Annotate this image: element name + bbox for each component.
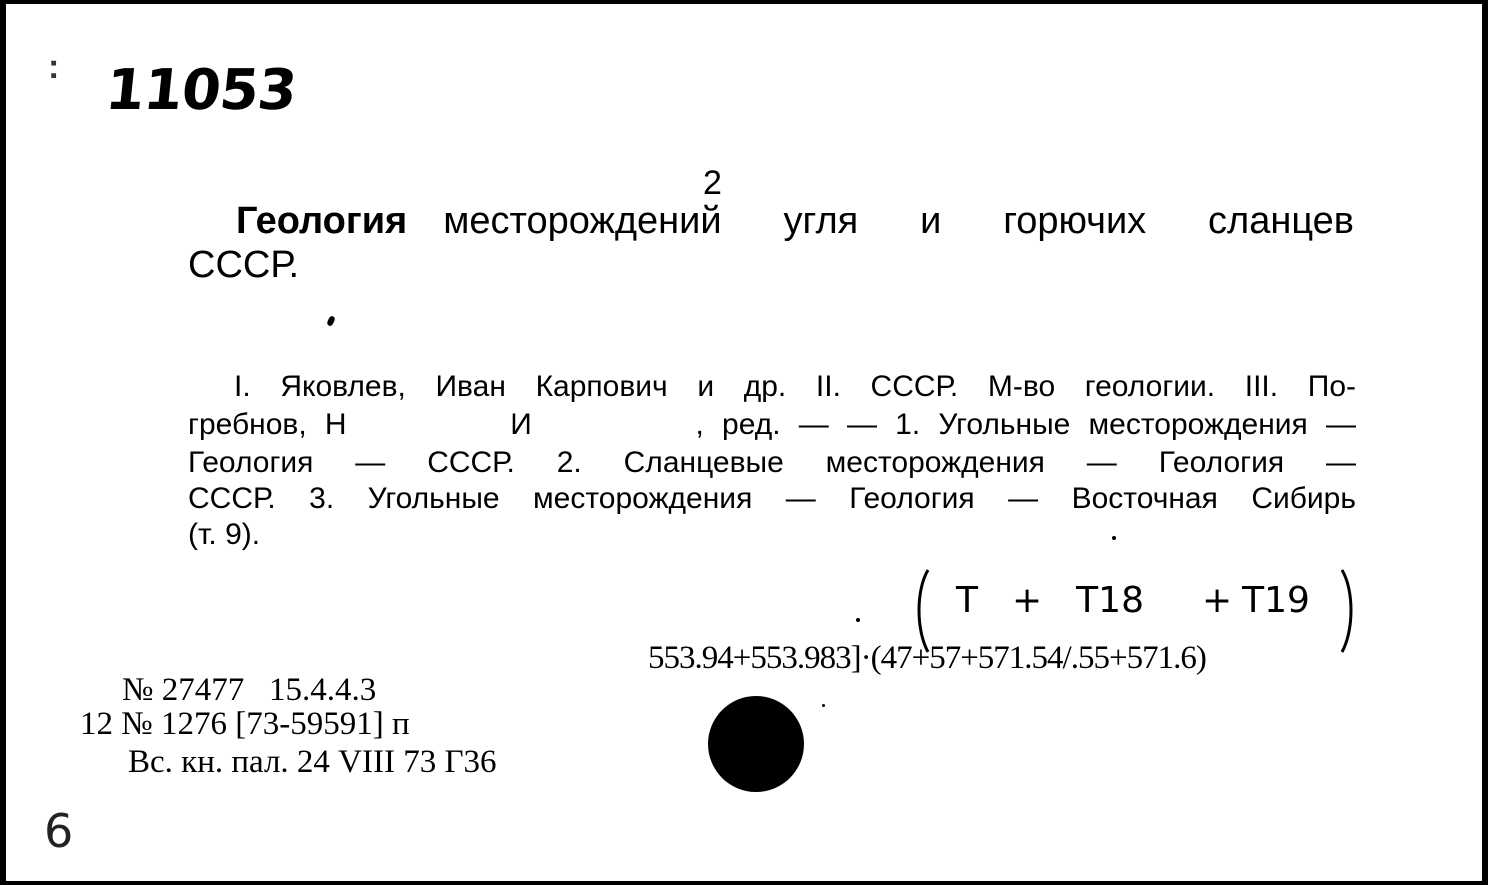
ink-mark (326, 315, 336, 327)
title-bold-word: Геология (236, 200, 408, 242)
tracings-line-3: Геология — СССР. 2. Сланцевые месторождения — Геология — (188, 446, 1356, 479)
marginal-mark: : (48, 48, 60, 86)
punched-hole (708, 696, 804, 792)
imprint-line-3: Вс. кн. пал. 24 VIII 73 Г36 (128, 744, 497, 780)
title-line-1 (236, 200, 1354, 243)
handwritten-inventory-number: 11053 (102, 58, 300, 123)
handwritten-classification (956, 580, 1310, 621)
tracings-line-5: (т. 9). (188, 518, 261, 551)
ink-dot (1112, 536, 1116, 540)
handwritten-corner-number: 6 (44, 804, 74, 858)
hand-item-t18: Т18 (1076, 580, 1144, 621)
classification-index: 553.94+553.983]·(47+57+571.54/.55+571.6) (648, 640, 1206, 676)
tracings-line-2: гребнов, Н И , ред. — — 1. Угольные месторождения — (188, 408, 1356, 441)
title-rest: месторождений угля и горючих сланцев (443, 200, 1354, 242)
catalog-card (6, 4, 1482, 881)
hand-item-t: Т (956, 580, 978, 621)
title-line-2: СССР. (188, 244, 300, 286)
hand-item-t19: Т19 (1242, 580, 1310, 621)
hand-item-plus-2: + (1201, 580, 1233, 621)
tracings-line-4: СССР. 3. Угольные месторождения — Геология — Восточная Сибирь (188, 482, 1356, 515)
tracings-line-1: I. Яковлев, Иван Карпович и др. II. СССР. М-во геологии. III. По- (234, 370, 1356, 403)
ink-dot-3 (822, 704, 825, 707)
card-number: 2 (703, 164, 722, 202)
imprint-line-2: 12 № 1276 [73-59591] п (80, 706, 410, 742)
hand-item-plus-1: + (1012, 580, 1043, 621)
right-parenthesis-icon (1336, 566, 1360, 656)
imprint-line-1: № 27477 15.4.4.3 (122, 672, 377, 708)
ink-dot-2 (856, 618, 860, 622)
